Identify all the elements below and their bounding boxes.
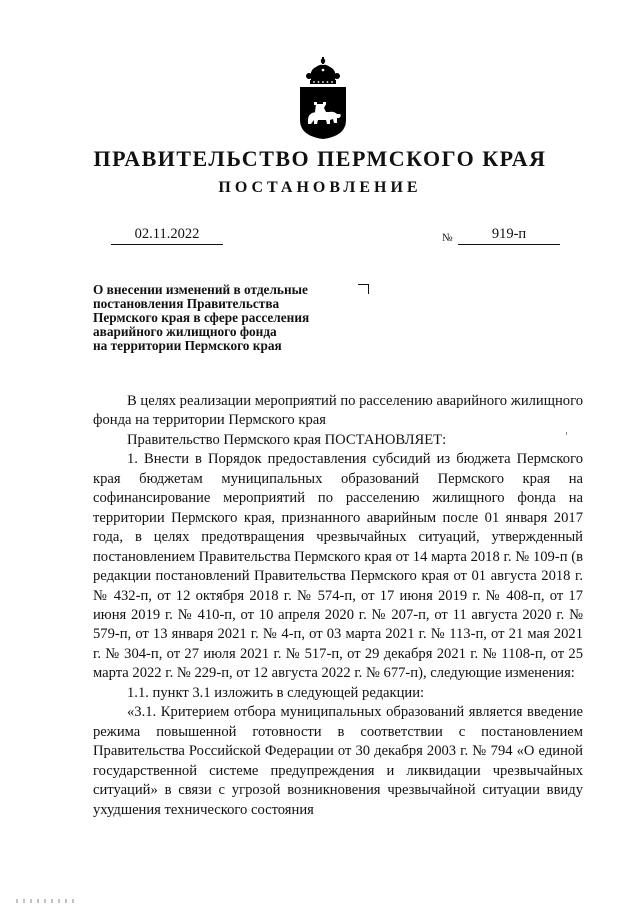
government-title: ПРАВИТЕЛЬСТВО ПЕРМСКОГО КРАЯ: [93, 146, 547, 171]
number-sign: №: [442, 232, 453, 244]
scan-edge-marks: [16, 899, 76, 903]
paragraph-resolves: Правительство Пермского края ПОСТАНОВЛЯЕТ:: [127, 431, 447, 448]
paragraph-item-1-1: 1.1. пункт 3.1 изложить в следующей редакции:: [127, 684, 425, 701]
document-body: [93, 392, 583, 820]
document-date: 02.11.2022: [111, 226, 223, 245]
subject-corner-mark: [358, 284, 369, 294]
document-subject: О внесении изменений в отдельные постановления Правительства Пермского края в сфере расселения аварийного жилищного фонда на территории Пермского края: [93, 282, 310, 353]
paragraph-item-1: 1. Внести в Порядок предоставления субсидий из бюджета Пермского края бюджетам муниципальных образований Пермского края на софинансирование мероприятий по расселению жилищного фонда на территории Пермского края, признанного аварийным после 01 января 2017 года, в целях предотвращения чрезвычайных ситуаций, утвержденный постановлением Правительства Пермского края от 14 марта 2018 г. № 109-п (в редакции постановлений Правительства Пермского края от 01 августа 2018 г. № 432-п, от 12 октября 2018 г. № 574-п, от 17 июня 2019 г. № 408-п, от 17 июня 2019 г. № 410-п, от 10 апреля 2020 г. № 207-п, от 11 августа 2020 г. № 579-п, от 13 января 2021 г. № 4-п, от 03 марта 2021 г. № 113-п, от 21 мая 2021 г. № 304-п, от 27 июля 2021 г. № 517-п, от 29 декабря 2021 г. № 1108-п, от 25 марта 2022 г. № 229-п, от 12 августа 2022 г. № 677-п), следующие изменения:: [93, 451, 583, 682]
document-number: 919-п: [458, 226, 560, 245]
document-type-title: ПОСТАНОВЛЕНИЕ: [218, 179, 422, 196]
paragraph-item-3-1: «3.1. Критерием отбора муниципальных образований является введение режима повышенной готовности в соответствии с постановлением Правительства Российской Федерации от 30 декабря 2003 г. № 794 «О единой государственной системе предупреждения и ликвидации чрезвычайных ситуаций» в связи с угрозой возникновения чрезвычайной ситуации ввиду ухудшения технического состояния: [93, 704, 583, 818]
paragraph-preamble: В целях реализации мероприятий по расселению аварийного жилищного фонда на территории Пермского края: [93, 393, 583, 429]
perm-krai-coat-of-arms-icon: [296, 56, 350, 140]
